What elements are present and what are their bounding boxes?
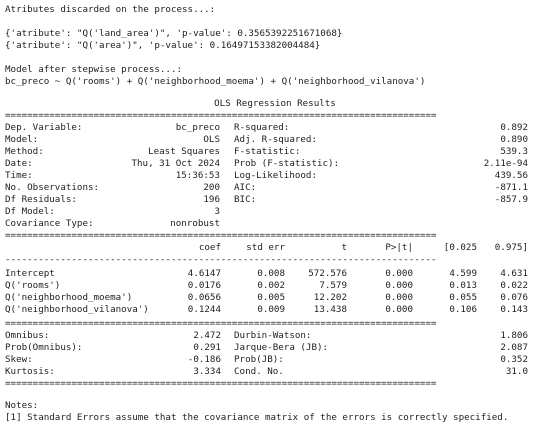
summary-value: 439.56 — [494, 170, 528, 181]
t-value: 7.579 — [319, 280, 347, 291]
summary-row — [5, 170, 545, 182]
diagnostic-label: Prob(JB): — [234, 354, 284, 365]
diagnostic-row — [5, 354, 545, 366]
summary-label: Model: — [5, 134, 39, 145]
term-name: Q('rooms') — [5, 280, 61, 291]
column-header: [0.025 — [443, 242, 477, 253]
summary-row — [5, 182, 545, 194]
ci-lower-value: 0.055 — [449, 292, 477, 303]
p-value: 0.000 — [385, 304, 413, 315]
summary-label: Df Model: — [5, 206, 55, 217]
summary-row — [5, 122, 545, 134]
coef-value: 4.6147 — [187, 268, 221, 279]
discarded-attribute-line: {'atribute': "Q('area')", 'p-value': 0.16497153382004484} — [5, 40, 321, 51]
summary-row — [5, 146, 545, 158]
coef-value: 0.1244 — [187, 304, 221, 315]
summary-value: -857.9 — [494, 194, 528, 205]
discarded-attribute-line: {'atribute': "Q('land_area')", 'p-value': 0.3565392251671068} — [5, 28, 343, 39]
std-err-value: 0.008 — [257, 268, 285, 279]
summary-value: Least Squares — [148, 146, 220, 157]
separator-double: ============================================================================== — [5, 230, 437, 241]
diagnostic-label: Cond. No. — [234, 366, 284, 377]
diagnostic-value: 2.472 — [193, 330, 221, 341]
ci-upper-value: 0.022 — [500, 280, 528, 291]
diagnostic-row — [5, 366, 545, 378]
diagnostic-label: Durbin-Watson: — [234, 330, 312, 341]
separator-double: ============================================================================== — [5, 110, 437, 121]
summary-value: bc_preco — [175, 122, 220, 133]
summary-value: 196 — [203, 194, 220, 205]
coefficient-header-row — [5, 242, 545, 254]
summary-value: 200 — [203, 182, 220, 193]
summary-label: AIC: — [234, 182, 257, 193]
summary-label: Df Residuals: — [5, 194, 77, 205]
separator-double: ============================================================================== — [5, 378, 437, 389]
discard-title: Atributes discarded on the process...: — [5, 4, 216, 15]
diagnostic-label: Prob(Omnibus): — [5, 342, 83, 353]
summary-value: 2.11e-94 — [483, 158, 528, 169]
column-header: coef — [198, 242, 221, 253]
column-header: std err — [246, 242, 285, 253]
summary-title: OLS Regression Results — [214, 98, 336, 109]
t-value: 13.438 — [313, 304, 347, 315]
summary-value: 0.892 — [500, 122, 528, 133]
ci-upper-value: 4.631 — [500, 268, 528, 279]
std-err-value: 0.005 — [257, 292, 285, 303]
summary-label: Adj. R-squared: — [234, 134, 317, 145]
summary-label: Prob (F-statistic): — [234, 158, 340, 169]
p-value: 0.000 — [385, 280, 413, 291]
column-header: t — [341, 242, 347, 253]
summary-label: Date: — [5, 158, 33, 169]
t-value: 572.576 — [308, 268, 347, 279]
ci-upper-value: 0.143 — [500, 304, 528, 315]
diagnostic-row — [5, 342, 545, 354]
summary-row — [5, 194, 545, 206]
notes-title: Notes: — [5, 400, 39, 411]
ci-upper-value: 0.076 — [500, 292, 528, 303]
separator-double: ============================================================================== — [5, 318, 437, 329]
summary-value: 15:36:53 — [175, 170, 220, 181]
summary-row — [5, 158, 545, 170]
diagnostic-label: Jarque-Bera (JB): — [234, 342, 329, 353]
summary-row — [5, 134, 545, 146]
summary-value: 3 — [214, 206, 220, 217]
summary-value: Thu, 31 Oct 2024 — [131, 158, 220, 169]
summary-value: 0.890 — [500, 134, 528, 145]
model-formula: bc_preco ~ Q('rooms') + Q('neighborhood_moema') + Q('neighborhood_vilanova') — [5, 76, 426, 87]
diagnostic-value: 2.087 — [500, 342, 528, 353]
summary-label: No. Observations: — [5, 182, 100, 193]
summary-row — [5, 206, 545, 218]
std-err-value: 0.002 — [257, 280, 285, 291]
p-value: 0.000 — [385, 268, 413, 279]
diagnostic-row — [5, 330, 545, 342]
summary-label: F-statistic: — [234, 146, 301, 157]
table-row — [5, 304, 545, 316]
column-header: 0.975] — [494, 242, 528, 253]
table-row — [5, 292, 545, 304]
summary-label: Method: — [5, 146, 44, 157]
column-header: P>|t| — [385, 242, 413, 253]
console-output — [5, 4, 545, 424]
diagnostic-value: 1.806 — [500, 330, 528, 341]
term-name: Intercept — [5, 268, 55, 279]
summary-label: Dep. Variable: — [5, 122, 83, 133]
diagnostic-value: -0.186 — [187, 354, 221, 365]
p-value: 0.000 — [385, 292, 413, 303]
term-name: Q('neighborhood_moema') — [5, 292, 133, 303]
summary-value: -871.1 — [494, 182, 528, 193]
term-name: Q('neighborhood_vilanova') — [5, 304, 149, 315]
diagnostic-value: 31.0 — [505, 366, 528, 377]
summary-label: BIC: — [234, 194, 257, 205]
diagnostic-value: 0.352 — [500, 354, 528, 365]
summary-label: Time: — [5, 170, 33, 181]
notes-line: [1] Standard Errors assume that the covariance matrix of the errors is correctly specified. — [5, 412, 509, 423]
summary-value: nonrobust — [170, 218, 220, 229]
diagnostic-value: 3.334 — [193, 366, 221, 377]
separator-single: ------------------------------------------------------------------------------ — [5, 254, 437, 265]
diagnostic-label: Omnibus: — [5, 330, 50, 341]
ci-lower-value: 0.106 — [449, 304, 477, 315]
diagnostic-label: Skew: — [5, 354, 33, 365]
summary-label: R-squared: — [234, 122, 290, 133]
coef-value: 0.0656 — [187, 292, 221, 303]
std-err-value: 0.009 — [257, 304, 285, 315]
summary-row — [5, 218, 545, 230]
summary-label: Covariance Type: — [5, 218, 94, 229]
ci-lower-value: 0.013 — [449, 280, 477, 291]
coef-value: 0.0176 — [187, 280, 221, 291]
diagnostic-label: Kurtosis: — [5, 366, 55, 377]
t-value: 12.202 — [313, 292, 347, 303]
summary-value: OLS — [203, 134, 220, 145]
table-row — [5, 280, 545, 292]
summary-label: Log-Likelihood: — [234, 170, 317, 181]
summary-value: 539.3 — [500, 146, 528, 157]
ci-lower-value: 4.599 — [449, 268, 477, 279]
table-row — [5, 268, 545, 280]
diagnostic-value: 0.291 — [193, 342, 221, 353]
model-title: Model after stepwise process...: — [5, 64, 183, 75]
